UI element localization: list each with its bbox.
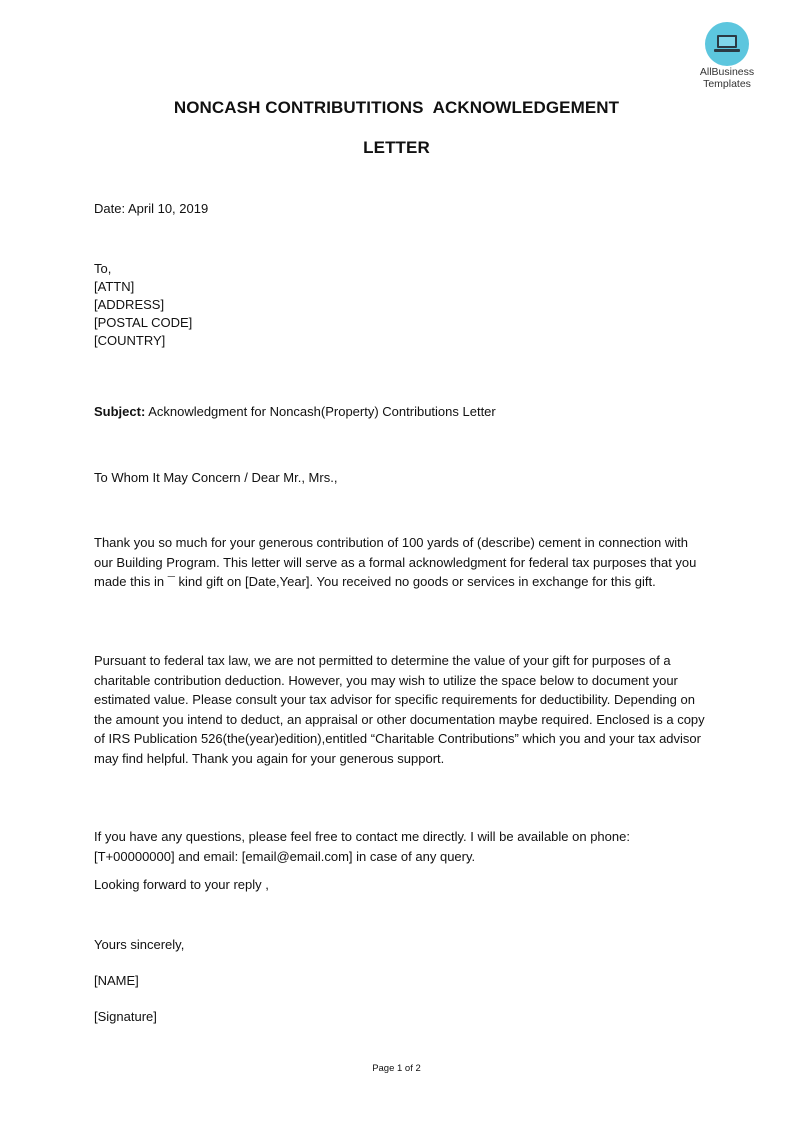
- closing-note: Looking forward to your reply ,: [94, 877, 269, 892]
- logo-circle: [705, 22, 749, 66]
- subject-label: Subject:: [94, 404, 146, 419]
- page-number-footer: Page 1 of 2: [372, 1063, 421, 1074]
- allbusiness-templates-logo: [690, 22, 764, 90]
- recipient-line-postal-code: [POSTAL CODE]: [94, 315, 193, 330]
- recipient-line-address: [ADDRESS]: [94, 297, 165, 312]
- document-title-line2: LETTER: [363, 138, 430, 157]
- paragraph-contact: If you have any questions, please feel free to contact me directly. I will be available on phone: [T+00000000] and email: [email@email.com] in case of any query.: [94, 829, 630, 864]
- paragraph-contribution: Thank you so much for your generous contribution of 100 yards of (describe) cement in connection with our Building Program. This letter will serve as a formal acknowledgment for federal tax purposes that you made this in ¯ kind gift on [Date,Year]. You received no goods or services in exchange for this gift.: [94, 535, 697, 589]
- subject-text: Acknowledgment for Noncash(Property) Contributions Letter: [145, 404, 496, 419]
- recipient-line-country: [COUNTRY]: [94, 333, 166, 348]
- logo-text-line1: AllBusiness: [699, 66, 755, 78]
- logo-text-line2: Templates: [703, 78, 751, 90]
- paragraph-tax-law: Pursuant to federal tax law, we are not permitted to determine the value of your gift for purposes of a charitable contribution deduction. However, you may wish to utilize the space below to document your estimated value. Please consult your tax advisor for specific requirements for deductibility. Depending on the amount you intend to deduct, an appraisal or other documentation maybe required. Enclosed is a copy of IRS Publication 526(the(year)edition),entitled “Charitable Contributions” which you and your tax advisor may find helpful. Thank you again for your generous support.: [94, 653, 705, 766]
- salutation: To Whom It May Concern / Dear Mr., Mrs.,: [94, 470, 338, 485]
- recipient-line-attn: [ATTN]: [94, 279, 135, 294]
- recipient-line-to: To,: [94, 261, 112, 276]
- document-title-line1: NONCASH CONTRIBUTITIONS ACKNOWLEDGEMENT: [173, 98, 620, 117]
- signer-name: [NAME]: [94, 973, 139, 988]
- subject-line: [94, 403, 496, 421]
- signoff: Yours sincerely,: [94, 937, 185, 952]
- letter-date: Date: April 10, 2019: [94, 201, 209, 216]
- signature-placeholder: [Signature]: [94, 1009, 157, 1024]
- laptop-icon: [714, 33, 740, 55]
